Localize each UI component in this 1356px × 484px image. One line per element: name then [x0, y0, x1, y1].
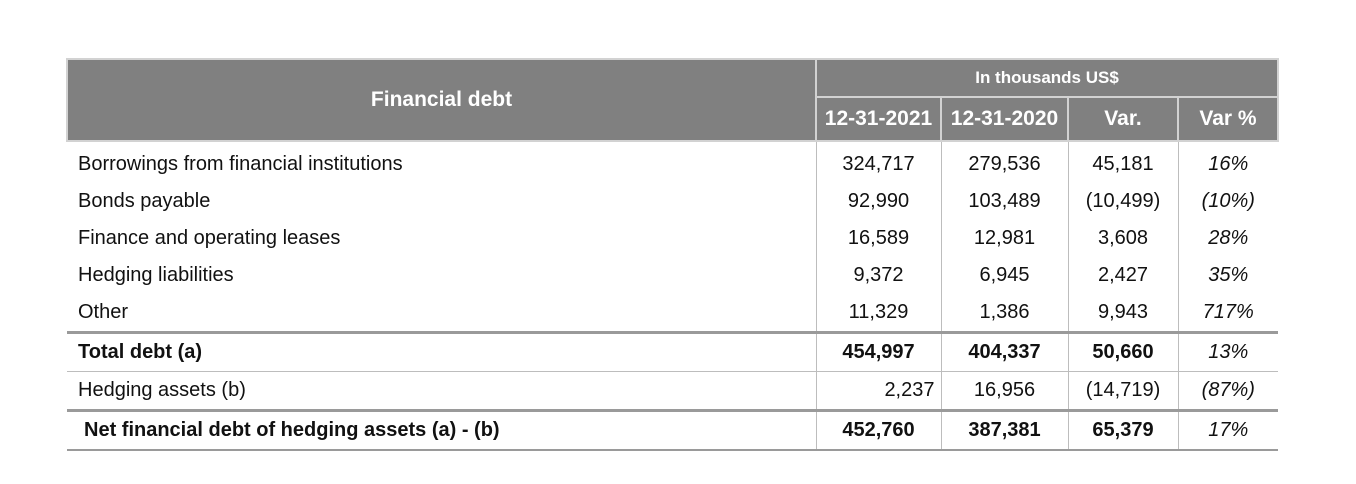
value-var: 65,379	[1068, 411, 1178, 451]
row-label: Finance and operating leases	[67, 220, 816, 257]
table-title: Financial debt	[67, 59, 816, 141]
value-2021: 92,990	[816, 183, 941, 220]
row-label: Net financial debt of hedging assets (a) - (b)	[67, 411, 816, 451]
value-2021: 11,329	[816, 294, 941, 333]
value-2020: 6,945	[941, 257, 1068, 294]
row-label: Borrowings from financial institutions	[67, 141, 816, 183]
value-2021: 9,372	[816, 257, 941, 294]
column-header-2020: 12-31-2020	[941, 97, 1068, 141]
row-label: Hedging assets (b)	[67, 372, 816, 411]
column-header-var: Var.	[1068, 97, 1178, 141]
value-var-pct: 717%	[1202, 301, 1254, 323]
value-2020: 387,381	[941, 411, 1068, 451]
value-2020: 16,956	[941, 372, 1068, 411]
row-label: Total debt (a)	[67, 333, 816, 372]
value-2021: 16,589	[816, 220, 941, 257]
financial-debt-table	[66, 58, 1279, 451]
value-var-pct: 28%	[1208, 227, 1249, 249]
value-var: 45,181	[1068, 141, 1178, 183]
value-var-pct: 16%	[1208, 153, 1249, 175]
currency-group-header: In thousands US$	[816, 59, 1278, 97]
table-row	[67, 257, 1278, 294]
value-var: 50,660	[1068, 333, 1178, 372]
row-label: Bonds payable	[67, 183, 816, 220]
value-2020: 404,337	[941, 333, 1068, 372]
value-2020: 279,536	[941, 141, 1068, 183]
table-row	[67, 294, 1278, 333]
value-2021: 2,237	[816, 372, 941, 411]
value-2021: 452,760	[816, 411, 941, 451]
value-var-pct: 17%	[1178, 411, 1278, 451]
value-var-pct: (87%)	[1201, 379, 1255, 401]
total-row	[67, 333, 1278, 372]
value-var: 9,943	[1068, 294, 1178, 333]
value-var-pct: (10%)	[1201, 190, 1255, 212]
value-2020: 103,489	[941, 183, 1068, 220]
row-label: Hedging liabilities	[67, 257, 816, 294]
value-2021: 324,717	[816, 141, 941, 183]
value-var: (14,719)	[1068, 372, 1178, 411]
value-var: (10,499)	[1068, 183, 1178, 220]
table-row	[67, 141, 1278, 183]
table-row	[67, 220, 1278, 257]
value-2020: 12,981	[941, 220, 1068, 257]
column-header-2021: 12-31-2021	[816, 97, 941, 141]
column-header-var-pct: Var %	[1178, 97, 1278, 141]
net-debt-row	[67, 411, 1278, 451]
table-row	[67, 183, 1278, 220]
value-var: 3,608	[1068, 220, 1178, 257]
value-var: 2,427	[1068, 257, 1178, 294]
value-2021: 454,997	[816, 333, 941, 372]
value-var-pct: 13%	[1178, 333, 1278, 372]
value-var-pct: 35%	[1208, 264, 1249, 286]
hedging-assets-row	[67, 372, 1278, 411]
row-label: Other	[67, 294, 816, 333]
value-2020: 1,386	[941, 294, 1068, 333]
